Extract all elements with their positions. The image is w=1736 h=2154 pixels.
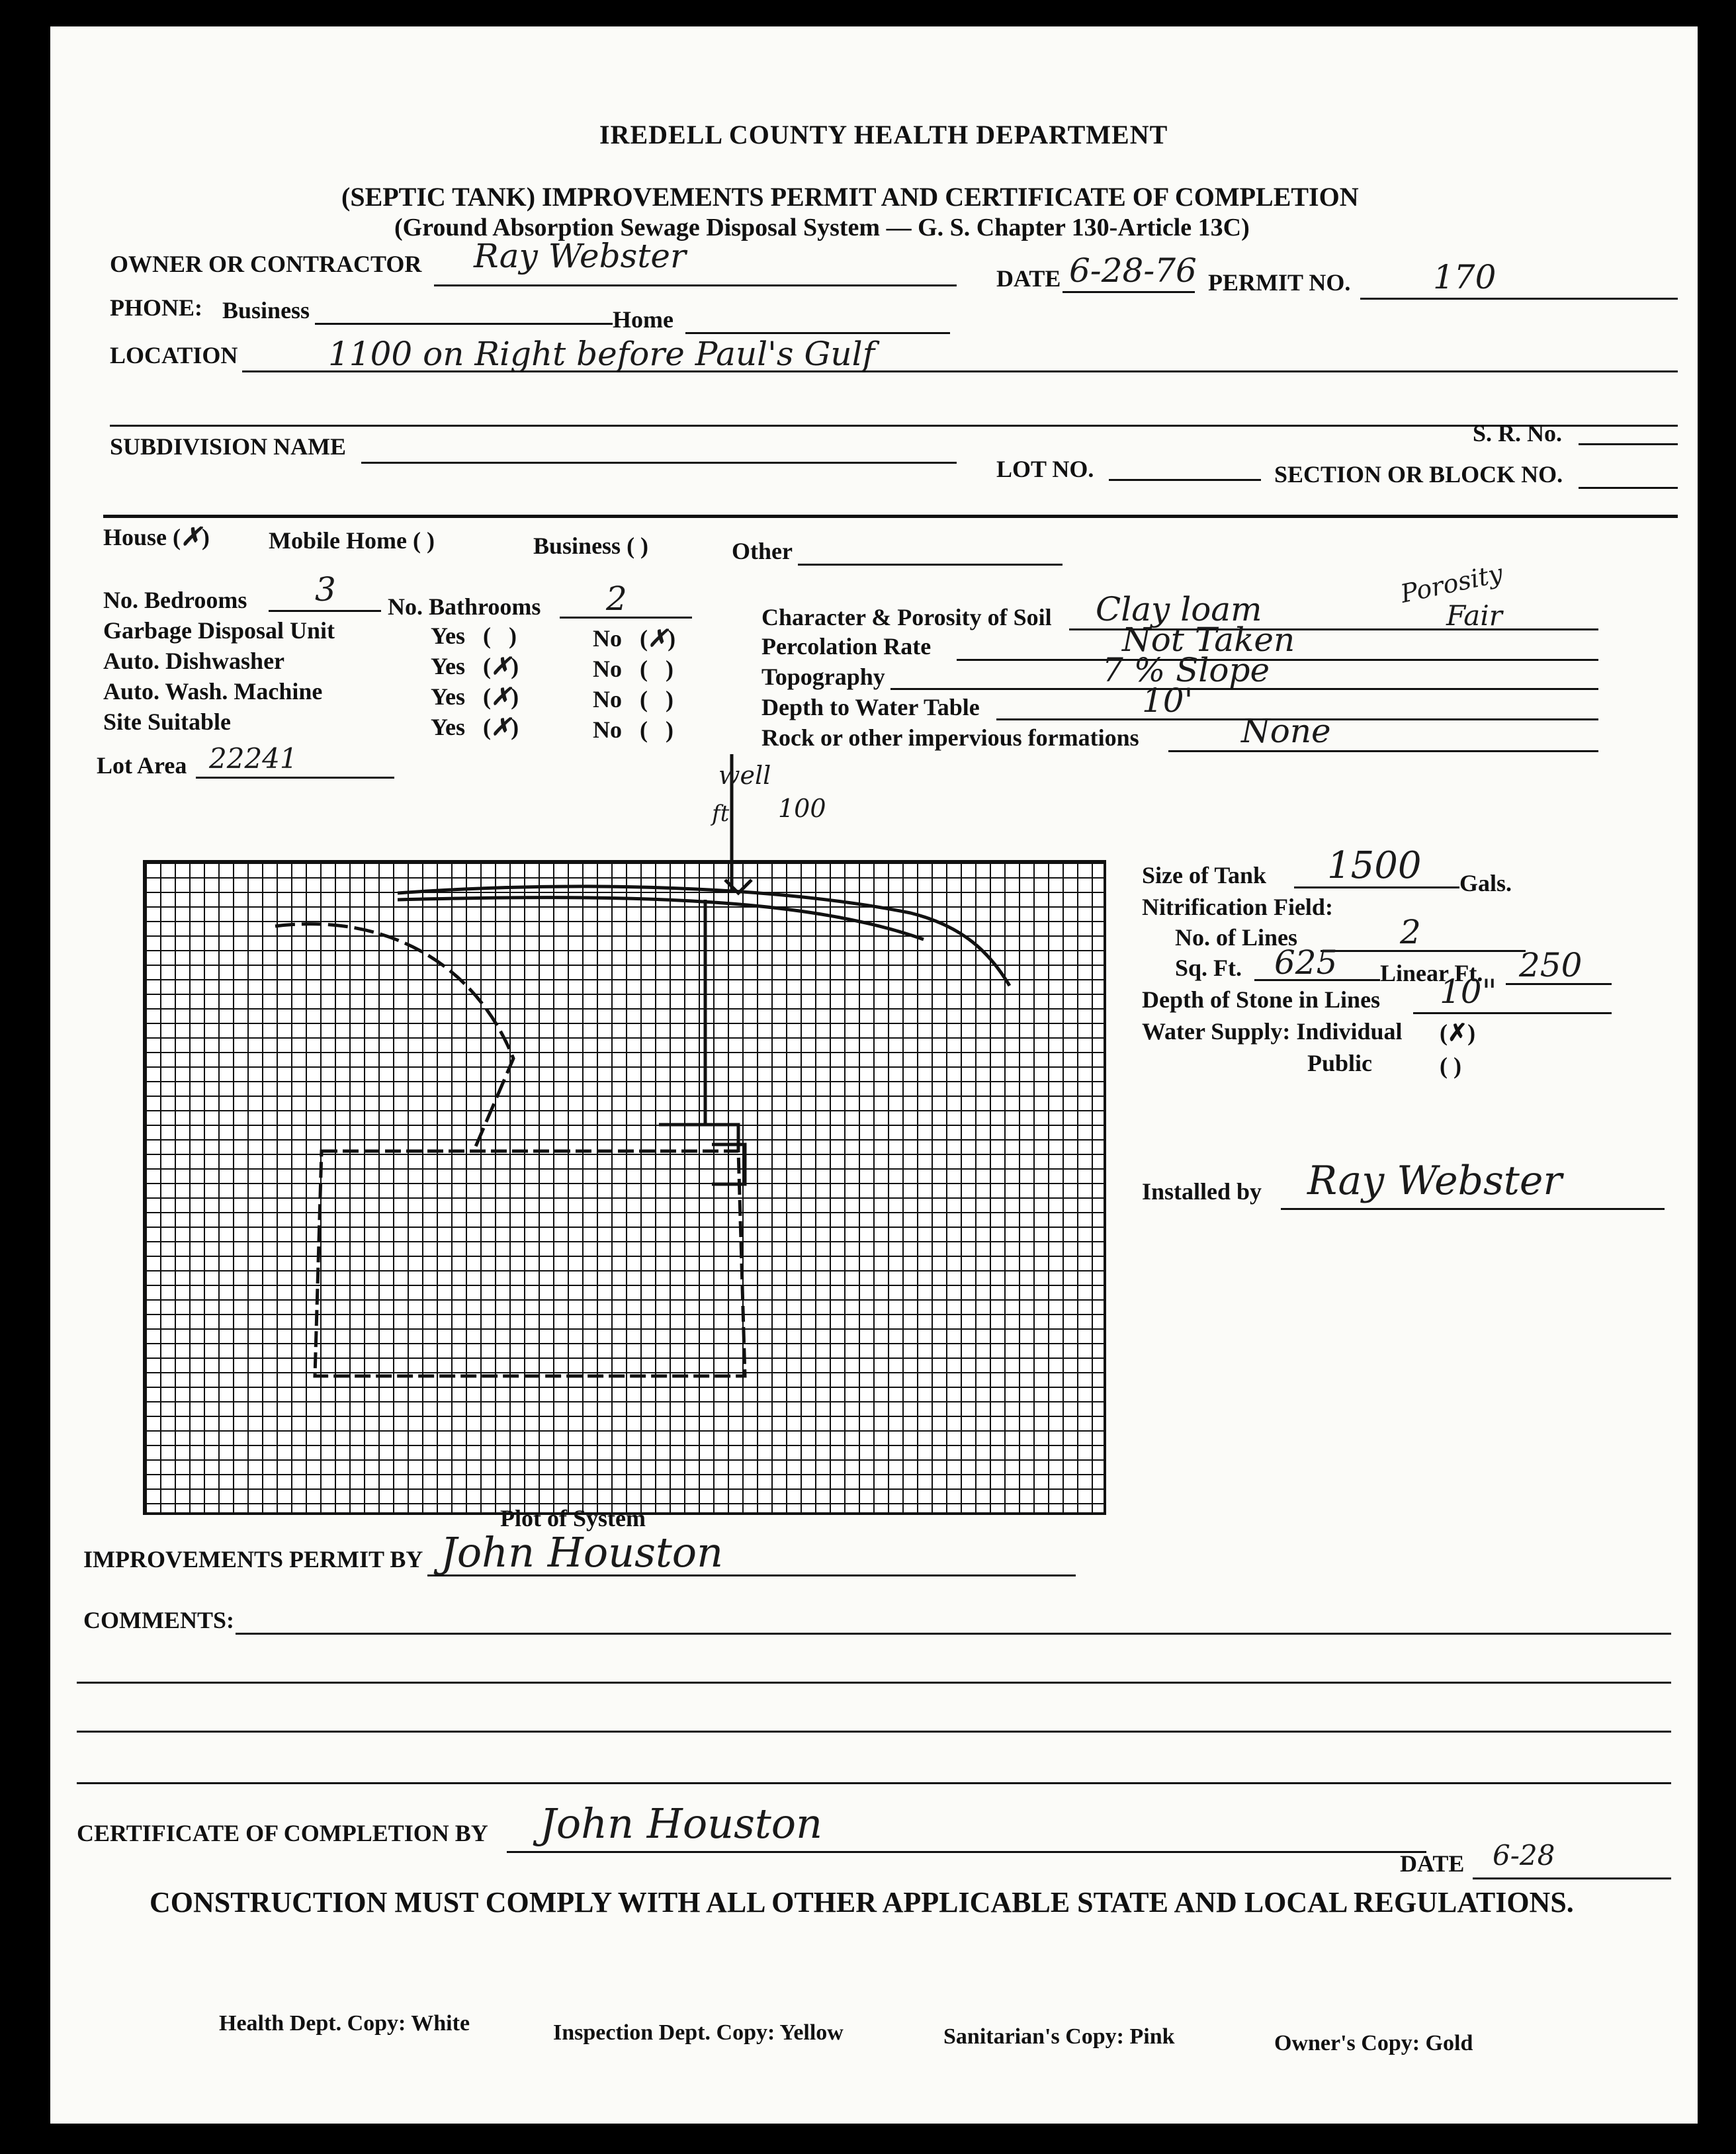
house-check-mark: ✗ (181, 521, 202, 551)
garbage-disposal-label: Garbage Disposal Unit (103, 617, 335, 644)
phone-business-label: Business (222, 297, 310, 323)
date-label: DATE (996, 265, 1061, 292)
permit-form (50, 26, 1698, 2124)
statute-reference: (Ground Absorption Sewage Disposal System — G. S. Chapter 130-Article 13C) (394, 214, 1250, 241)
other-label: Other (732, 538, 793, 564)
percolation-label: Percolation Rate (761, 633, 932, 660)
lot-area-value: 22241 (209, 742, 298, 775)
copy-owner: Owner's Copy: Gold (1274, 2031, 1473, 2055)
site-suitable-label: Site Suitable (103, 709, 232, 735)
dishwasher-no[interactable]: No ( ) (593, 656, 673, 682)
copy-inspection: Inspection Dept. Copy: Yellow (553, 2020, 844, 2045)
linear-ft-value: 250 (1519, 946, 1583, 984)
water-supply-label: Water Supply: Individual (1142, 1018, 1403, 1045)
stone-depth-value: 10" (1440, 972, 1497, 1011)
business-option[interactable]: Business ( ) (533, 533, 649, 559)
owner-value: Ray Webster (474, 237, 686, 275)
date-value: 6-28-76 (1069, 251, 1197, 290)
owner-label: OWNER OR CONTRACTOR (110, 251, 422, 277)
copy-sanitarian: Sanitarian's Copy: Pink (943, 2024, 1175, 2049)
plot-well-note: well (718, 761, 771, 790)
plot-distance-note: 100 (778, 794, 826, 823)
mobile-home-option[interactable]: Mobile Home ( ) (269, 527, 435, 554)
wash-machine-label: Auto. Wash. Machine (103, 678, 323, 705)
wash-yes[interactable]: Yes (✗) (431, 683, 519, 711)
copy-health: Health Dept. Copy: White (219, 2011, 470, 2036)
garbage-yes[interactable]: Yes ( ) (431, 623, 517, 649)
certificate-signature: John Houston (540, 1799, 823, 1848)
linear-ft-label: Linear Ft. (1380, 960, 1483, 986)
sr-no-label: S. R. No. (1473, 420, 1563, 447)
bedrooms-label: No. Bedrooms (103, 587, 247, 613)
permit-by-label: IMPROVEMENTS PERMIT BY (83, 1546, 423, 1572)
porosity-note: Porosity (1398, 558, 1506, 609)
site-yes[interactable]: Yes (✗) (431, 713, 519, 741)
water-individual-option[interactable]: (✗) (1440, 1019, 1476, 1046)
bathrooms-label: No. Bathrooms (388, 593, 541, 620)
tank-size-value: 1500 (1327, 844, 1422, 887)
certificate-date-label: DATE (1400, 1850, 1465, 1877)
dishwasher-yes[interactable]: Yes (✗) (431, 652, 519, 680)
certificate-label: CERTIFICATE OF COMPLETION BY (77, 1820, 488, 1846)
phone-label: PHONE: (110, 294, 202, 321)
site-no[interactable]: No ( ) (593, 716, 673, 743)
nitrification-label: Nitrification Field: (1142, 894, 1333, 920)
sketch-field-line-2 (398, 898, 924, 939)
topography-value: 7 % Slope (1102, 651, 1270, 689)
water-table-value: 10' (1142, 681, 1194, 720)
soil-character-label: Character & Porosity of Soil (761, 604, 1052, 630)
plot-ft-note: ft (712, 800, 730, 827)
phone-home-label: Home (613, 306, 673, 333)
topography-label: Topography (761, 664, 885, 690)
wash-no[interactable]: No ( ) (593, 686, 673, 712)
permit-title: (SEPTIC TANK) IMPROVEMENTS PERMIT AND CERTIFICATE OF COMPLETION (341, 182, 1359, 212)
stone-depth-label: Depth of Stone in Lines (1142, 986, 1381, 1013)
sqft-value: 625 (1274, 943, 1338, 982)
permit-no-value: 170 (1433, 258, 1497, 296)
sqft-label: Sq. Ft. (1175, 955, 1242, 981)
location-value: 1100 on Right before Paul's Gulf (328, 335, 875, 373)
permit-by-signature: John Houston (441, 1528, 724, 1576)
sketch-house-outline (315, 1151, 745, 1376)
water-table-label: Depth to Water Table (761, 694, 980, 720)
lines-value: 2 (1400, 913, 1421, 951)
dishwasher-label: Auto. Dishwasher (103, 648, 285, 674)
house-option[interactable]: House (✗) (103, 521, 210, 551)
comments-label: COMMENTS: (83, 1607, 234, 1633)
soil-porosity-value: Fair (1446, 599, 1502, 632)
rock-formations-label: Rock or other impervious formations (761, 724, 1139, 751)
lot-no-label: LOT NO. (996, 456, 1094, 482)
lines-label: No. of Lines (1175, 924, 1298, 951)
bathrooms-value: 2 (606, 580, 627, 618)
lot-area-label: Lot Area (97, 752, 187, 779)
certificate-date-value: 6-28 (1493, 1839, 1555, 1872)
location-label: LOCATION (110, 342, 238, 368)
tank-size-label: Size of Tank (1142, 862, 1267, 888)
rock-formations-value: None (1241, 712, 1331, 750)
installed-by-value: Ray Webster (1307, 1158, 1563, 1204)
subdivision-label: SUBDIVISION NAME (110, 433, 347, 460)
garbage-no[interactable]: No (✗) (593, 625, 676, 652)
bedrooms-value: 3 (315, 570, 336, 609)
plot-caption: Plot of System (500, 1505, 646, 1531)
tank-gals-label: Gals. (1459, 870, 1512, 896)
installed-by-label: Installed by (1142, 1178, 1262, 1205)
sketch-tank-line (659, 1125, 738, 1151)
permit-no-label: PERMIT NO. (1208, 269, 1351, 296)
percolation-value: Not Taken (1122, 621, 1295, 659)
compliance-notice: CONSTRUCTION MUST COMPLY WITH ALL OTHER APPLICABLE STATE AND LOCAL REGULATIONS. (150, 1886, 1574, 1918)
water-public-option[interactable]: ( ) (1440, 1053, 1461, 1079)
soil-character-value: Clay loam (1096, 590, 1262, 628)
sketch-curve (275, 924, 513, 1151)
public-label: Public (1307, 1050, 1373, 1076)
department-name: IREDELL COUNTY HEALTH DEPARTMENT (599, 120, 1168, 150)
section-block-label: SECTION OR BLOCK NO. (1274, 461, 1563, 488)
